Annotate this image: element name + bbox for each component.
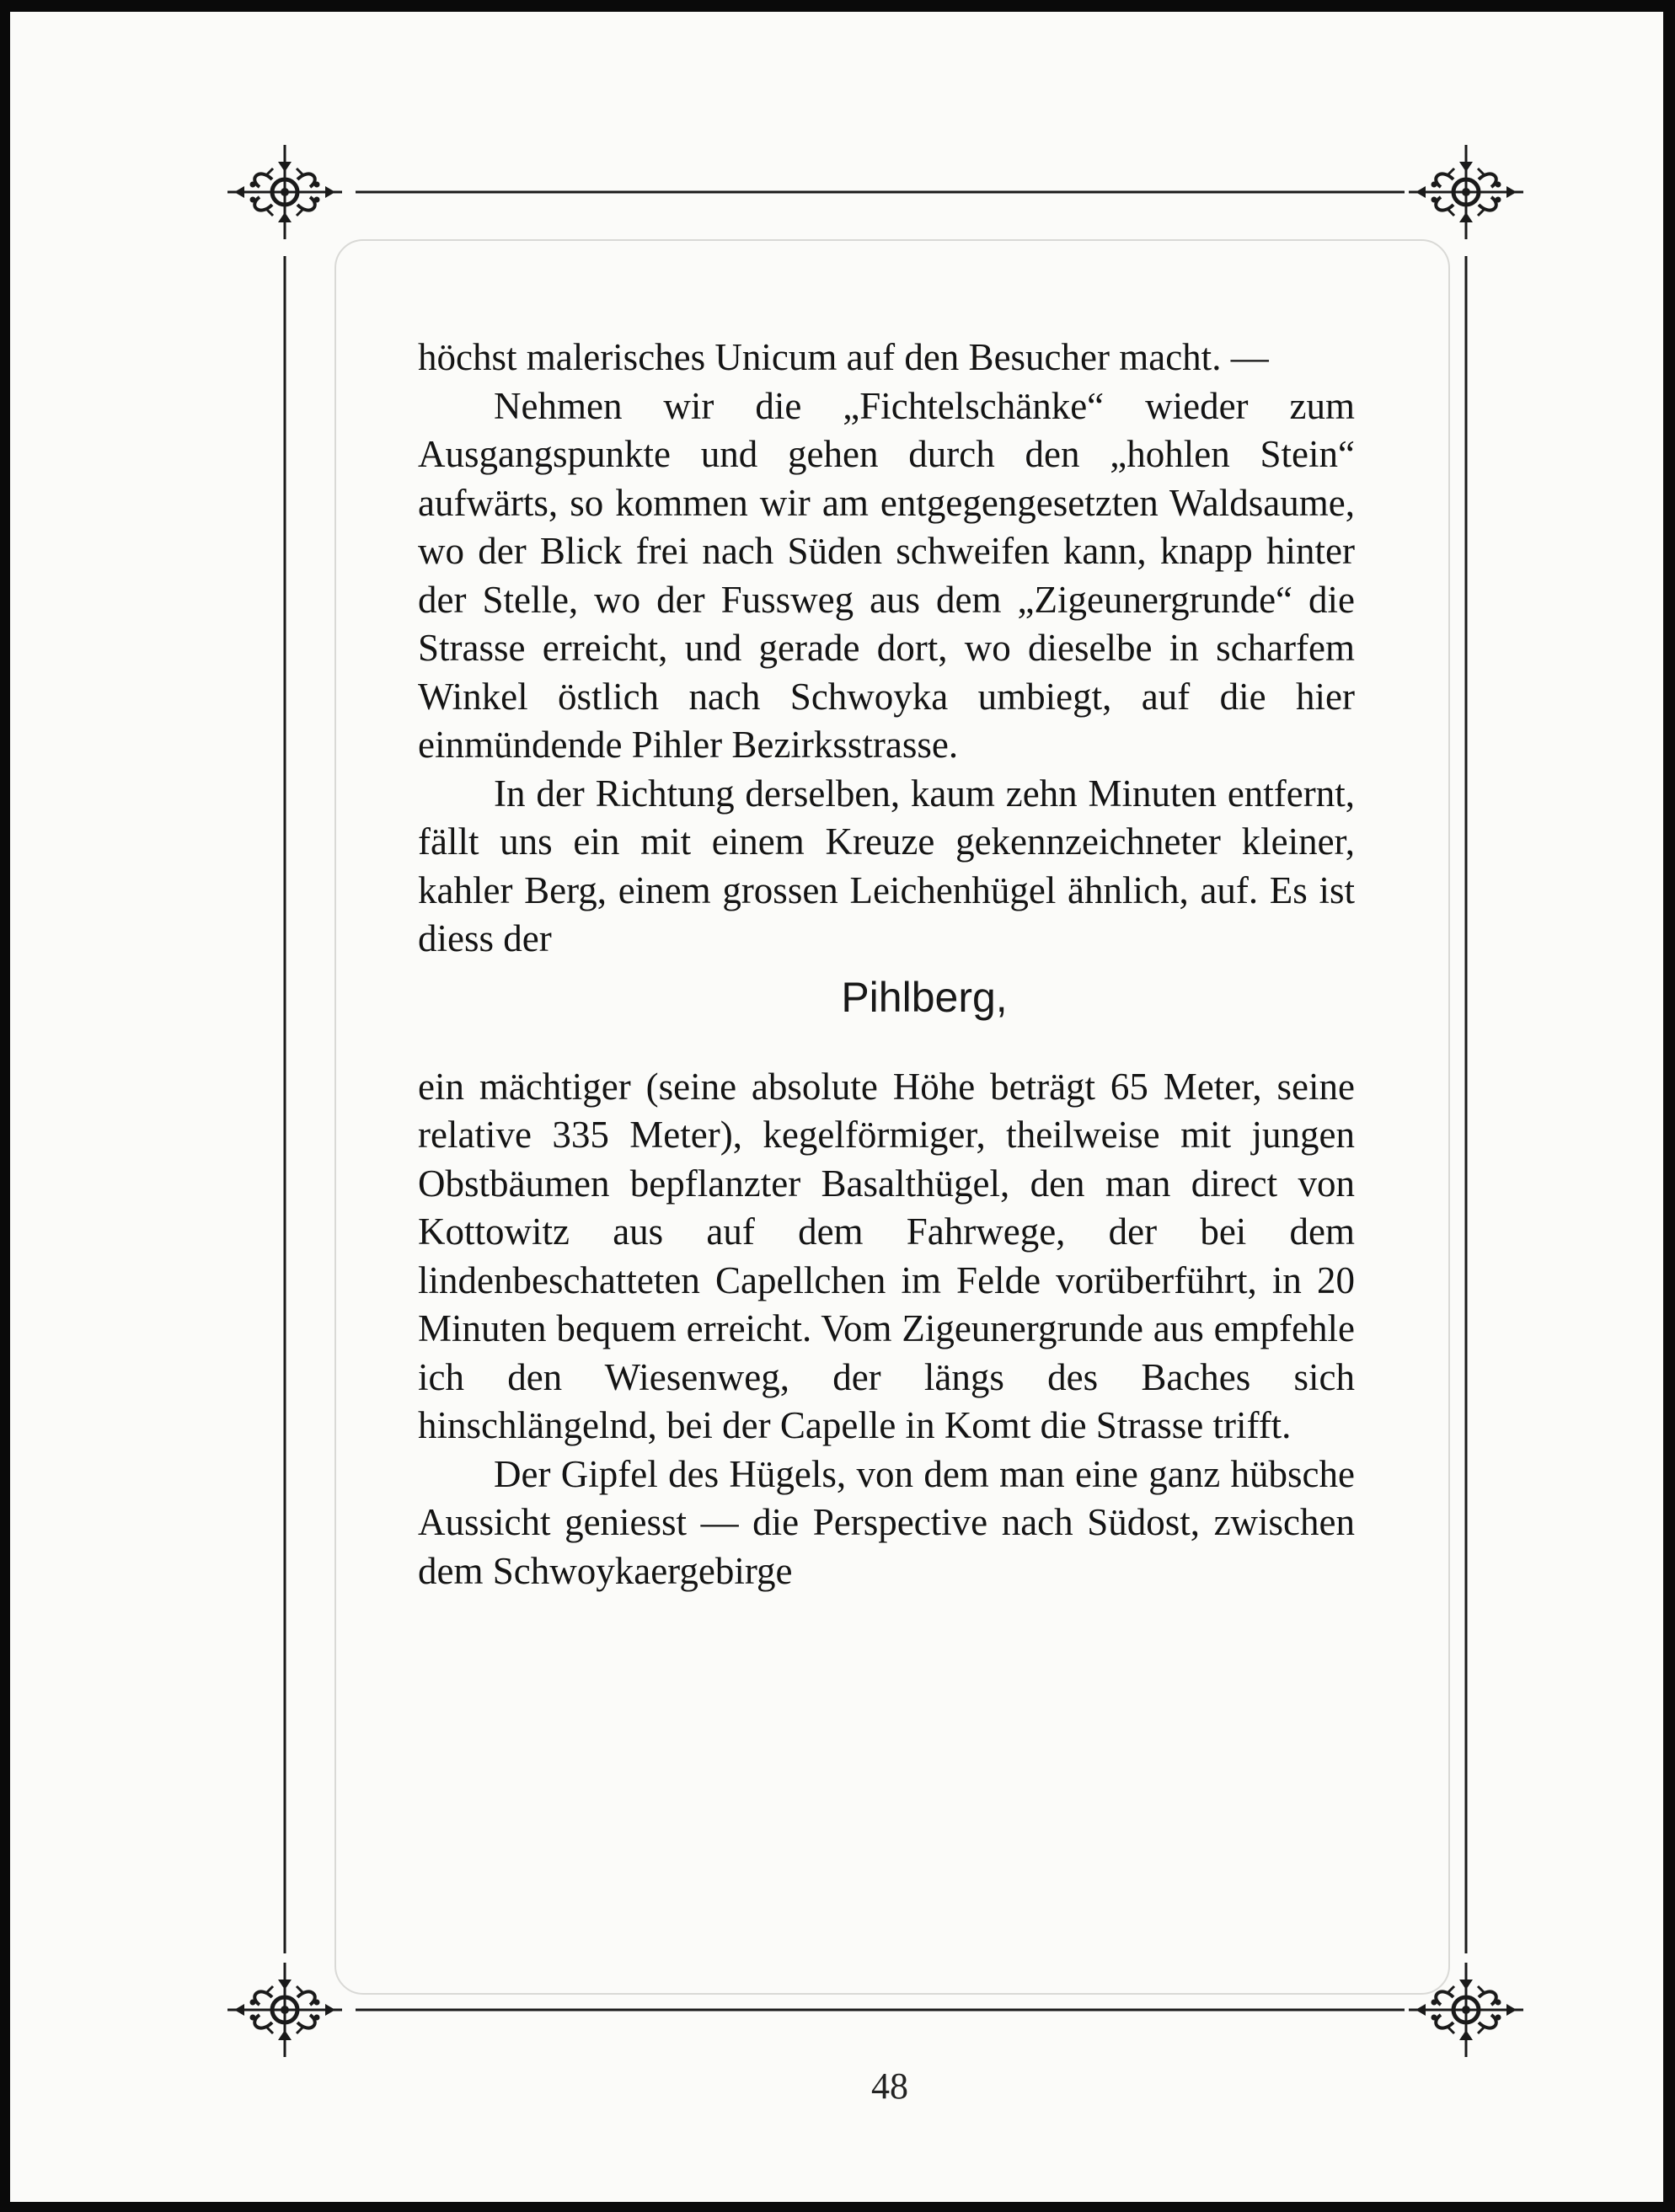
text-column [418,334,1355,1595]
page-number: 48 [871,2065,908,2107]
book-page [10,12,1663,2202]
paragraph: In der Richtung derselben, kaum zehn Minuten entfernt, fällt uns ein mit einem Kreuze gekennzeichneter kleiner, kahler Berg, einem grossen Leichenhügel ähnlich, auf. Es ist diess der [418,772,1355,959]
section-heading: Pihlberg, [841,973,1008,1021]
paragraph: Der Gipfel des Hügels, von dem man eine ganz hübsche Aussicht geniesst — die Perspective nach Südost, zwischen dem Schwoykaergebirge [418,1452,1355,1592]
paragraph: Nehmen wir die „Fichtelschänke“ wieder zum Ausgangspunkte und gehen durch den „hohlen Stein“ aufwärts, so kommen wir am entgegengesetzten Waldsaume, wo der Blick frei nach Süden schweifen kann, knapp hinter der Stelle, wo der Fussweg aus dem „Zigeunergrunde“ die Strasse erreicht, und gerade dort, wo dieselbe in scharfem Winkel östlich nach Schwoyka umbiegt, auf die hier einmündende Pihler Bezirksstrasse. [418,384,1355,766]
fleuron-corner-icon [227,145,342,239]
paragraph: höchst malerisches Unicum auf den Besucher macht. — [418,336,1269,378]
paragraph: ein mächtiger (seine absolute Höhe beträgt 65 Meter, seine relative 335 Meter), kegelförmiger, theilweise mit jungen Obstbäumen bepflanzter Basalthügel, den man direct von Kottowitz aus auf dem Fahrwege, der bei dem lindenbeschatteten Capellchen im Felde vorüberführt, in 20 Minuten bequem erreicht. Vom Zigeunergrunde aus empfehle ich den Wiesenweg, der längs des Baches sich hinschlängelnd, bei der Capelle in Komt die Strasse trifft. [418,1065,1355,1446]
fleuron-corner-icon [1409,145,1523,239]
fleuron-corner-icon [227,1963,342,2057]
